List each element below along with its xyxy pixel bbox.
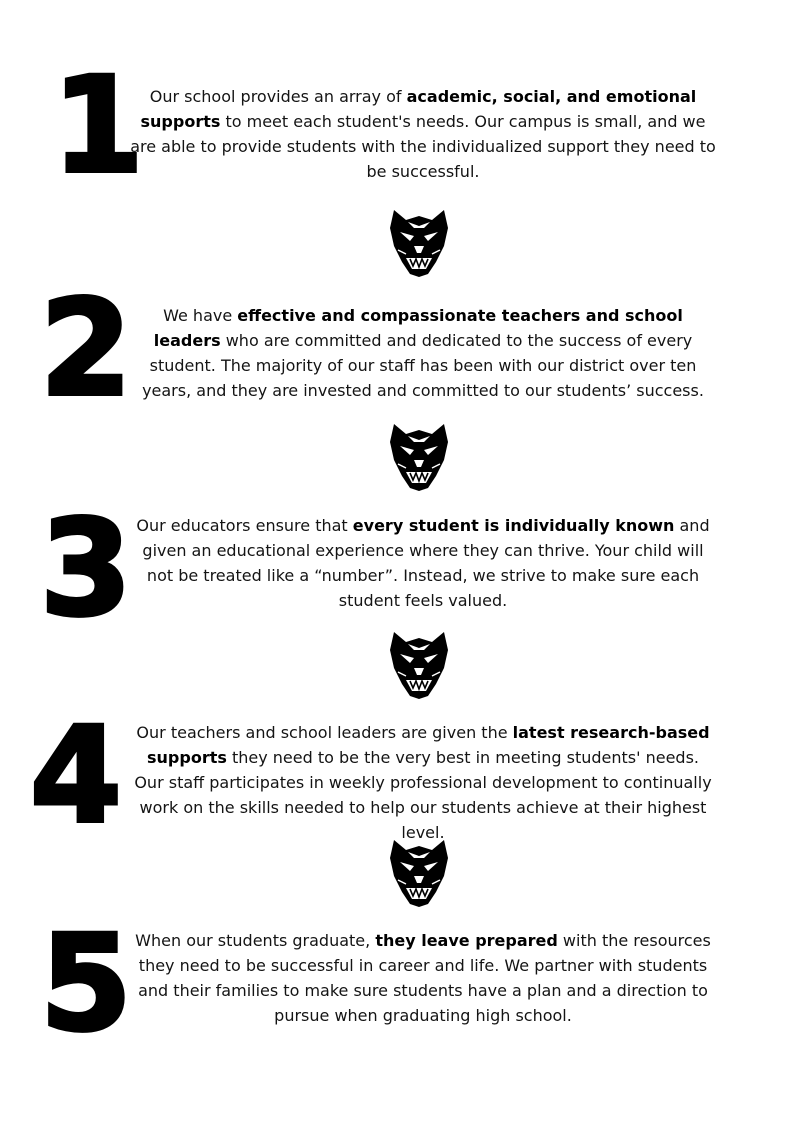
- panther-head-icon: [386, 420, 452, 492]
- section-highlight-1: academic, social, and emotional supports: [140, 87, 697, 131]
- section-number-2: 2: [40, 272, 126, 426]
- panther-head-icon: [386, 628, 452, 700]
- section-text-3: Our educators ensure that every student is individually known and given an educational experience where they can thrive. Your child will not be treated like a “number”. Instead, we strive to make sure each student feels valued.: [136, 516, 710, 610]
- section-highlight-5: they leave prepared: [375, 931, 558, 950]
- section-text-1: Our school provides an array of academic, social, and emotional supports to meet each student's needs. Our campus is small, and we are able to provide students with the individualized support they need to be successful.: [130, 87, 716, 181]
- section-number-5: 5: [40, 907, 126, 1061]
- section-highlight-4: latest research-based supports: [147, 723, 710, 767]
- section-number-4: 4: [30, 699, 116, 853]
- section-number-1: 1: [52, 49, 138, 203]
- section-number-3: 3: [40, 492, 126, 646]
- section-text-5: When our students graduate, they leave prepared with the resources they need to be successful in career and life. We partner with students and their families to make sure students have a plan and a direction to pursue when graduating high school.: [135, 931, 711, 1025]
- panther-head-icon: [386, 206, 452, 278]
- section-text-2: We have effective and compassionate teachers and school leaders who are committed and dedicated to the success of every student. The majority of our staff has been with our district over ten years, and they are invested and committed to our students’ success.: [142, 306, 704, 400]
- section-highlight-3: every student is individually known: [352, 516, 675, 535]
- section-highlight-2: effective and compassionate teachers and school leaders: [153, 306, 683, 350]
- panther-head-icon: [386, 836, 452, 908]
- section-text-4: Our teachers and school leaders are given the latest research-based supports they need to be the very best in meeting students' needs. Our staff participates in weekly professional development to continually work on the skills needed to help our students achieve at their highest level.: [134, 723, 712, 842]
